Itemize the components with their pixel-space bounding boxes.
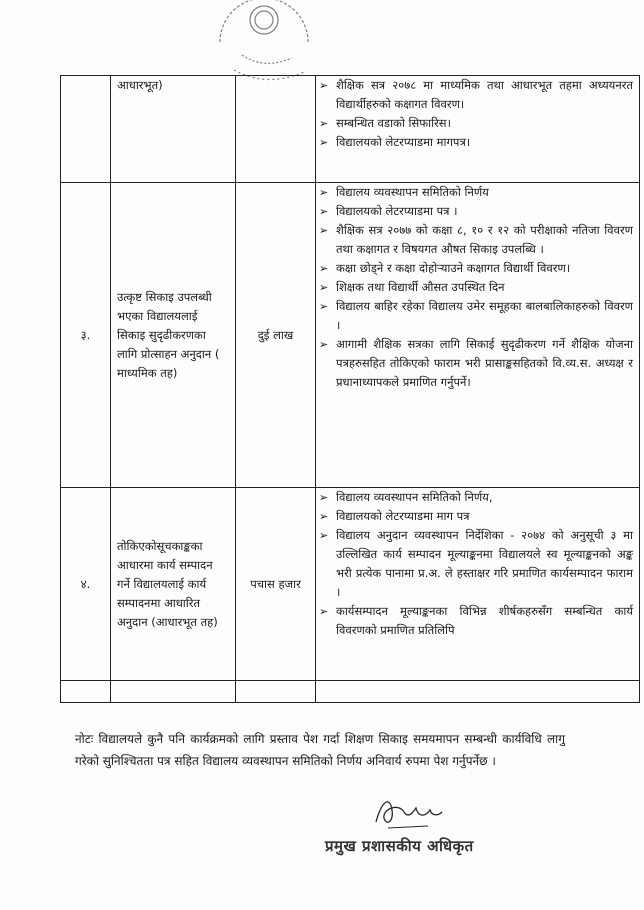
table-row bbox=[61, 488, 640, 681]
list-item: ➢ विद्यालय व्यवस्थापन समितिको निर्णय, bbox=[336, 488, 633, 507]
officer-title: प्रमुख प्रशासकीय अधिकृत bbox=[325, 837, 474, 855]
serial-cell: ४. bbox=[61, 488, 111, 681]
note-text: नोटः विद्यालयले कुनै पनि कार्यक्रमको लागि प्रस्ताव पेश गर्दा शिक्षण सिकाइ समयमापन सम्बन्धी कार्यविधि लागु गरेको सुनिश्चितता पत्र सहित विद्यालय व्यवस्थापन समितिको निर्णय अनिवार्य रुपमा पेश गर्नुपर्नेछ । bbox=[75, 732, 565, 768]
requirements-cell bbox=[316, 488, 640, 681]
program-cell bbox=[111, 76, 236, 183]
table-row-empty bbox=[61, 681, 640, 703]
list-item: ➢ कक्षा छोड्ने र कक्षा दोहोऱ्याउने कक्षागत विद्यार्थी विवरण। bbox=[336, 259, 633, 278]
requirements-cell bbox=[316, 183, 640, 488]
list-item: ➢ विद्यालय व्यवस्थापन समितिको निर्णय bbox=[336, 183, 633, 202]
program-text: उत्कृष्ट सिकाइ उपलब्धी भएका विद्यालयलाई सिकाइ सुदृढीकरणका लागि प्रोत्साहन अनुदान ( माध्यमिक तह) bbox=[117, 289, 220, 380]
requirements-cell bbox=[316, 76, 640, 183]
list-item: ➢ विद्यालयको लेटरप्याडमा मागपत्र। bbox=[336, 133, 633, 152]
program-cell bbox=[111, 488, 236, 681]
amount-cell: पचास हजार bbox=[236, 488, 316, 681]
table-row bbox=[61, 76, 640, 183]
amount-cell: दुई लाख bbox=[236, 183, 316, 488]
amount-cell bbox=[236, 76, 316, 183]
list-item: ➢ विद्यालय बाहिर रहेका विद्यालय उमेर समूहका बालबालिकाहरुको विवरण । bbox=[336, 297, 633, 335]
table-row bbox=[61, 183, 640, 488]
program-text: आधारभूत) bbox=[117, 78, 163, 92]
program-cell bbox=[111, 183, 236, 488]
program-text: तोकिएकोसूचकाङ्कका आधारमा कार्य सम्पादन गर्ने विद्यालयलाई कार्य सम्पादनमा आधारित अनुदान (आधारभूत तह) bbox=[117, 538, 218, 629]
list-item: ➢ सम्बन्धित वडाको सिफारिस। bbox=[336, 114, 633, 133]
list-item: ➢ विद्यालयको लेटरप्याडमा माग पत्र bbox=[336, 507, 633, 526]
requirements-table bbox=[60, 75, 640, 703]
signature bbox=[368, 792, 448, 834]
list-item: ➢ आगामी शैक्षिक सत्रका लागि सिकाई सुदृढीकरण गर्ने शैक्षिक योजना पत्रहरुसहित तोकिएको फाराम भरी प्रासाङ्कसहितको वि.व्य.स. अध्यक्ष र प्रधानाध्यापकले प्रमाणित गर्नुपर्ने। bbox=[336, 335, 633, 392]
serial-cell bbox=[61, 76, 111, 183]
list-item: ➢ विद्यालयको लेटरप्याडमा पत्र । bbox=[336, 202, 633, 221]
serial-cell: ३. bbox=[61, 183, 111, 488]
list-item: ➢ विद्यालय अनुदान व्यवस्थापन निर्देशिका - २०७४ को अनुसूची ३ मा उल्लिखित कार्य सम्पादन मूल्याङ्कनमा विद्यालयले स्व मूल्याङ्कनको अङ्क भरी प्रत्येक पानामा प्र.अ. ले हस्ताक्षर गरि प्रमाणित कार्यसम्पादन फाराम । bbox=[336, 526, 633, 602]
list-item: ➢ शैक्षिक सत्र २०७८ मा माध्यमिक तथा आधारभूत तहमा अध्ययनरत विद्यार्थीहरुको कक्षागत विवरण। bbox=[336, 76, 633, 114]
list-item: ➢ शैक्षिक सत्र २०७७ को कक्षा ८, १० र १२ को परीक्षाको नतिजा विवरण तथा कक्षागत र विषयगत औषत सिकाइ उपलब्धि । bbox=[336, 221, 633, 259]
list-item: ➢ शिक्षक तथा विद्यार्थी औसत उपस्थित दिन bbox=[336, 278, 633, 297]
list-item: ➢ कार्यसम्पादन मूल्याङ्कनका विभिन्न शीर्षकहरुसँग सम्बन्धित कार्य विवरणको प्रमाणित प्रतिलिपि bbox=[336, 602, 633, 640]
